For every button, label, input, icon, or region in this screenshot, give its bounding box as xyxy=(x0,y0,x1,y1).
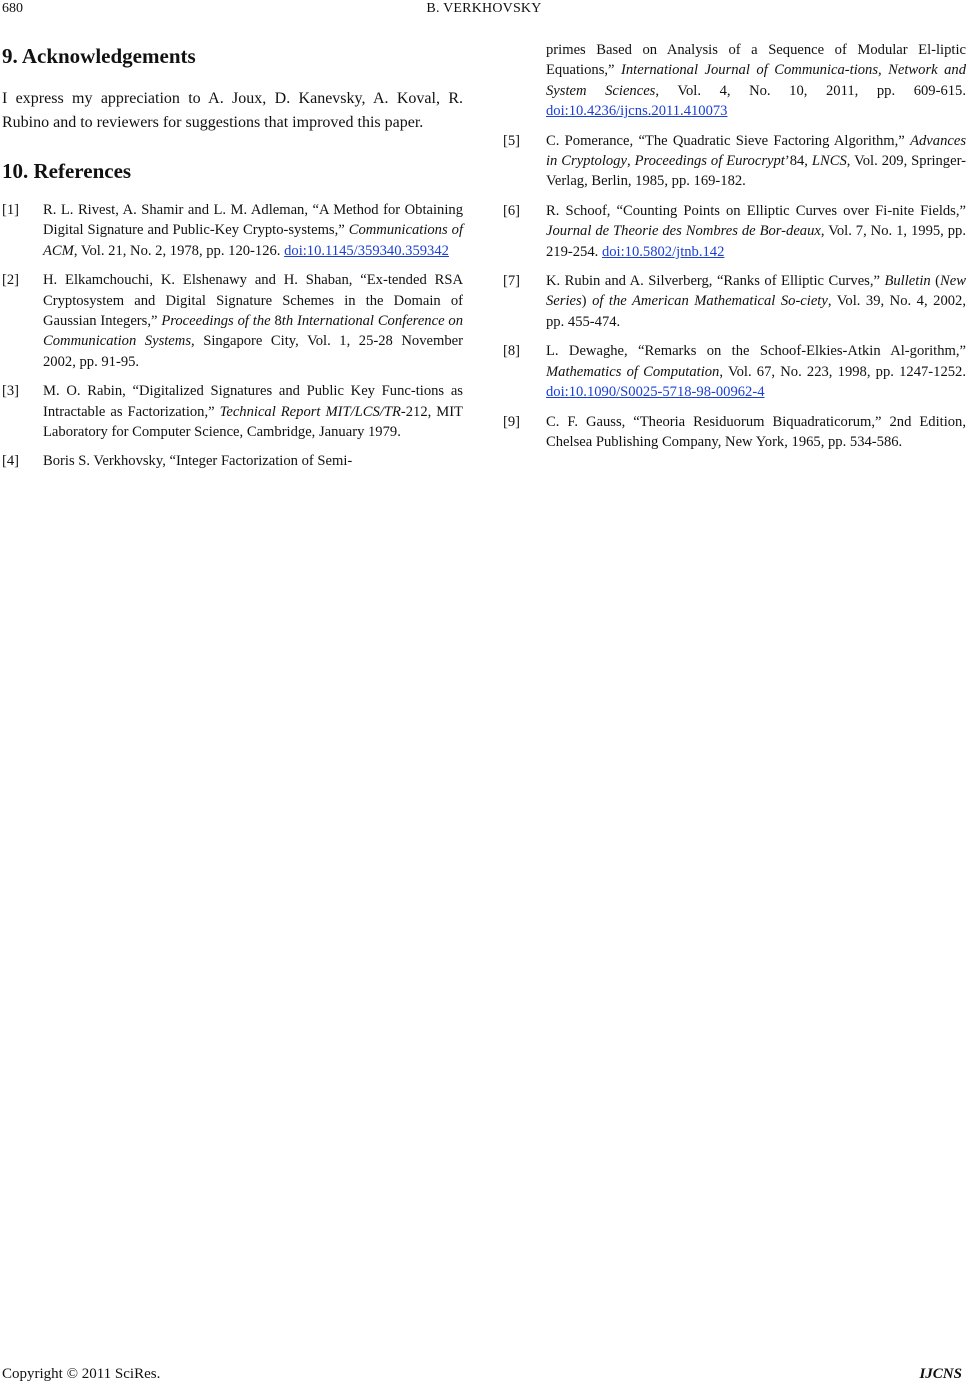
reference-4 xyxy=(2,451,463,471)
reference-details: , Vol. 39, No. 4, 2002, pp. 455-474. xyxy=(546,293,966,330)
reference-journal: Technical Report MIT/LCS/TR xyxy=(219,403,401,420)
reference-journal: of the American Mathematical So-ciety xyxy=(592,293,828,310)
reference-text: M. O. Rabin, “Digitalized Signatures and Public Key Func-tions as Intractable as Factorization,” xyxy=(43,383,463,420)
reference-text: C. Pomerance, “The Quadratic Sieve Factoring Algorithm,” xyxy=(546,132,911,149)
reference-details: , Vol. 7, No. 1, 1995, pp. 219-254. xyxy=(546,223,967,260)
reference-journal: Bulletin xyxy=(884,273,931,290)
doi-link[interactable]: doi:10.5802/jtnb.142 xyxy=(601,243,725,260)
running-header-author: B. VERKHOVSKY xyxy=(426,1,542,16)
doi-link[interactable]: doi:10.1145/359340.359342 xyxy=(284,242,449,259)
reference-journal: Proceedings of the xyxy=(161,313,271,330)
reference-details: , Vol. 209, Springer-Verlag, Berlin, 1985, pp. 169-182. xyxy=(546,153,967,190)
references-heading: 10. References xyxy=(2,159,132,183)
reference-details: , Vol. 4, No. 10, 2011, pp. 609-615. xyxy=(655,82,966,99)
reference-3 xyxy=(2,381,463,442)
reference-5 xyxy=(503,131,966,192)
right-column xyxy=(503,40,966,452)
reference-text: K. Rubin and A. Silverberg, “Ranks of Elliptic Curves,” xyxy=(546,273,885,290)
reference-8 xyxy=(503,341,966,402)
reference-2 xyxy=(2,270,463,372)
reference-journal: Advances in Cryptology xyxy=(546,132,966,170)
reference-number: [4] xyxy=(2,453,20,470)
reference-text: primes Based on Analysis of a Sequence of Modular El-liptic Equations,” xyxy=(546,42,966,79)
reference-details: -212, MIT Laboratory for Computer Science, Cambridge, January 1979. xyxy=(43,403,463,441)
journal-abbrev-footer: IJCNS xyxy=(919,1366,962,1382)
reference-text: R. L. Rivest, A. Shamir and L. M. Adleman, “A Method for Obtaining Digital Signature and Public-Key Crypto-systems,” xyxy=(43,202,463,239)
reference-details: , Vol. 67, No. 223, 1998, pp. 1247-1252. xyxy=(719,363,966,380)
reference-journal: LNCS xyxy=(811,153,847,170)
reference-text: L. Dewaghe, “Remarks on the Schoof-Elkies-Atkin Al-gorithm,” xyxy=(546,343,966,360)
reference-list-right xyxy=(503,131,966,453)
reference-9 xyxy=(503,412,966,453)
reference-details: 8 xyxy=(270,313,282,330)
reference-number: [7] xyxy=(503,273,521,290)
doi-link[interactable]: doi:10.1090/S0025-5718-98-00962-4 xyxy=(546,384,765,401)
reference-journal: Mathematics of Computation xyxy=(546,363,720,380)
reference-text: R. Schoof, “Counting Points on Elliptic Curves over Fi-nite Fields,” xyxy=(546,202,966,219)
reference-details: ) xyxy=(581,293,593,310)
reference-text: Boris S. Verkhovsky, “Integer Factorization of Semi- xyxy=(43,453,353,470)
page-number: 680 xyxy=(2,1,23,16)
doi-link[interactable]: doi:10.4236/ijcns.2011.410073 xyxy=(546,103,728,120)
acknowledgements-heading: 9. Acknowledgements xyxy=(2,44,196,68)
reference-6 xyxy=(503,201,966,262)
copyright-footer: Copyright © 2011 SciRes. xyxy=(2,1366,161,1382)
reference-journal: New Series xyxy=(546,273,966,310)
reference-number: [9] xyxy=(503,413,521,430)
reference-details: , Singapore City, Vol. 1, 25-28 November 2002, pp. 91-95. xyxy=(43,333,463,370)
reference-journal: Journal de Theorie des Nombres de Bor-deaux xyxy=(546,223,821,240)
reference-1 xyxy=(2,200,463,261)
acknowledgements-text: I express my appreciation to A. Joux, D. Kanevsky, A. Koval, R. Rubino and to reviewers for suggestions that improved this paper. xyxy=(2,90,463,131)
reference-details: ’84, xyxy=(784,153,812,170)
reference-journal: th International Conference on Communication Systems xyxy=(43,313,463,350)
reference-journal: International Journal of Communica-tions, Network and System Sciences xyxy=(546,62,966,99)
reference-journal: Communications of ACM xyxy=(43,222,463,259)
reference-number: [1] xyxy=(2,202,20,218)
reference-number: [8] xyxy=(503,343,521,360)
reference-number: [5] xyxy=(503,132,521,149)
reference-7 xyxy=(503,271,966,332)
reference-text: H. Elkamchouchi, K. Elshenawy and H. Shaban, “Ex-tended RSA Cryptosystem and Digital Signature Schemes in the Domain of Gaussian Integers,” xyxy=(43,272,463,330)
reference-details: , xyxy=(626,153,635,170)
reference-details: , Vol. 21, No. 2, 1978, pp. 120-126. xyxy=(73,242,285,259)
reference-details: ( xyxy=(930,273,941,290)
reference-4-continued xyxy=(503,40,966,122)
left-column xyxy=(2,40,463,472)
reference-number: [6] xyxy=(503,202,521,219)
reference-number: [3] xyxy=(2,383,20,400)
reference-text: C. F. Gauss, “Theoria Residuorum Biquadraticorum,” 2nd Edition, Chelsea Publishing Company, New York, 1965, pp. 534-586. xyxy=(546,413,966,450)
reference-journal: Proceedings of Eurocrypt xyxy=(634,153,785,170)
reference-number: [2] xyxy=(2,272,20,289)
reference-list-left xyxy=(2,200,463,472)
